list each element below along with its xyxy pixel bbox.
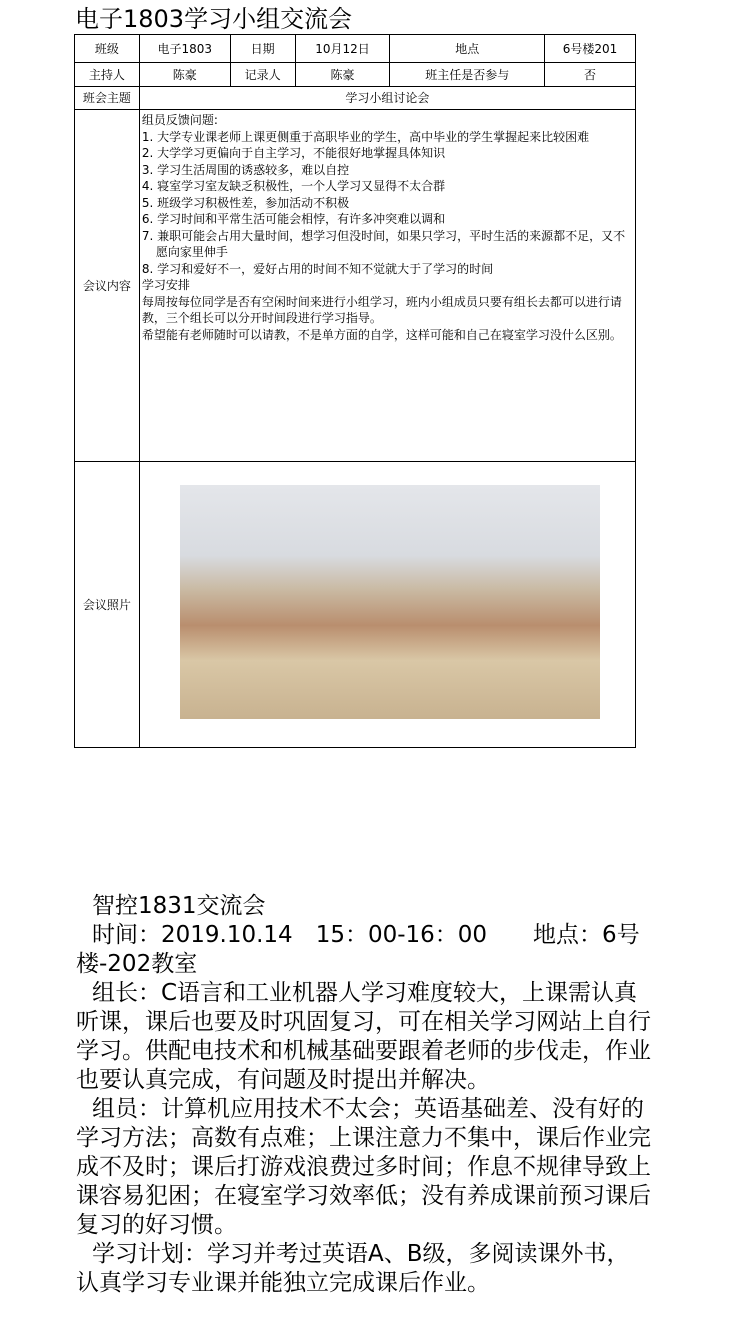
label-photo: 会议照片 [75, 462, 140, 748]
value-date: 10月12日 [295, 35, 390, 63]
report-members: 组员：计算机应用技术不太会；英语基础差、没有好的学习方法；高数有点难；上课注意力不集中，课后作业完成不及时；课后打游戏浪费过多时间；作息不规律导致上课容易犯困；在寝室学习效率低；没有养成课前预习课后复习的好习惯。 [76, 1096, 651, 1238]
meeting-content [139, 110, 635, 462]
issue: 8. 学习和爱好不一，爱好占用的时间不知不觉就大于了学习的时间 [141, 261, 494, 276]
report-time: 时间：2019.10.14 15：00-16：00 地点：6号楼-202教室 [76, 922, 640, 977]
label-content: 会议内容 [75, 110, 140, 462]
value-recorder: 陈豪 [295, 63, 390, 87]
photo-cell [139, 462, 635, 748]
value-host: 陈豪 [139, 63, 230, 87]
value-teacher: 否 [545, 63, 636, 87]
value-location: 6号楼201 [545, 35, 636, 63]
value-theme: 学习小组讨论会 [139, 87, 635, 110]
meeting-photo [180, 485, 600, 719]
label-location: 地点 [390, 35, 545, 63]
plan-text: 希望能有老师随时可以请教，不是单方面的自学，这样可能和自己在寝室学习没什么区别。 [141, 327, 622, 342]
meeting-table [74, 34, 636, 748]
report-plan: 学习计划：学习并考过英语A、B级，多阅读课外书，认真学习专业课并能独立完成课后作业。 [76, 1241, 630, 1296]
label-class: 班级 [75, 35, 140, 63]
issue: 3. 学习生活周围的诱惑较多，难以自控 [141, 162, 350, 177]
label-date: 日期 [230, 35, 295, 63]
plan-heading: 学习安排 [141, 278, 190, 292]
doc-title: 电子1803学习小组交流会 [75, 5, 353, 33]
label-recorder: 记录人 [230, 63, 295, 87]
issue: 1. 大学专业课老师上课更侧重于高职毕业的学生，高中毕业的学生掌握起来比较困难 [141, 129, 590, 144]
report-leader: 组长：C语言和工业机器人学习难度较大，上课需认真听课，课后也要及时巩固复习，可在相关学习网站上自行学习。供配电技术和机械基础要跟着老师的步伐走，作业也要认真完成，有问题及时提出并解决。 [76, 980, 651, 1093]
label-host: 主持人 [75, 63, 140, 87]
issue: 4. 寝室学习室友缺乏积极性，一个人学习又显得不太合群 [141, 179, 446, 193]
issue: 2. 大学学习更偏向于自主学习，不能很好地掌握具体知识 [141, 146, 446, 160]
issue: 5. 班级学习积极性差，参加活动不积极 [141, 195, 350, 210]
label-theme: 班会主题 [75, 87, 140, 110]
second-report [76, 892, 652, 1298]
label-teacher: 班主任是否参与 [390, 63, 545, 87]
value-class: 电子1803 [139, 35, 230, 63]
issue: 7. 兼职可能会占用大量时间，想学习但没时间，如果只学习，平时生活的来源都不足，又不愿向家里伸手 [141, 228, 626, 259]
content-heading: 组员反馈问题: [141, 113, 218, 127]
plan-text: 每周按每位同学是否有空闲时间来进行小组学习，班内小组成员只要有组长去都可以进行请教，三个组长可以分开时间段进行学习指导。 [141, 294, 622, 325]
issue: 6. 学习时间和平常生活可能会相悖，有许多冲突难以调和 [141, 212, 446, 226]
report-title: 智控1831交流会 [92, 893, 266, 919]
